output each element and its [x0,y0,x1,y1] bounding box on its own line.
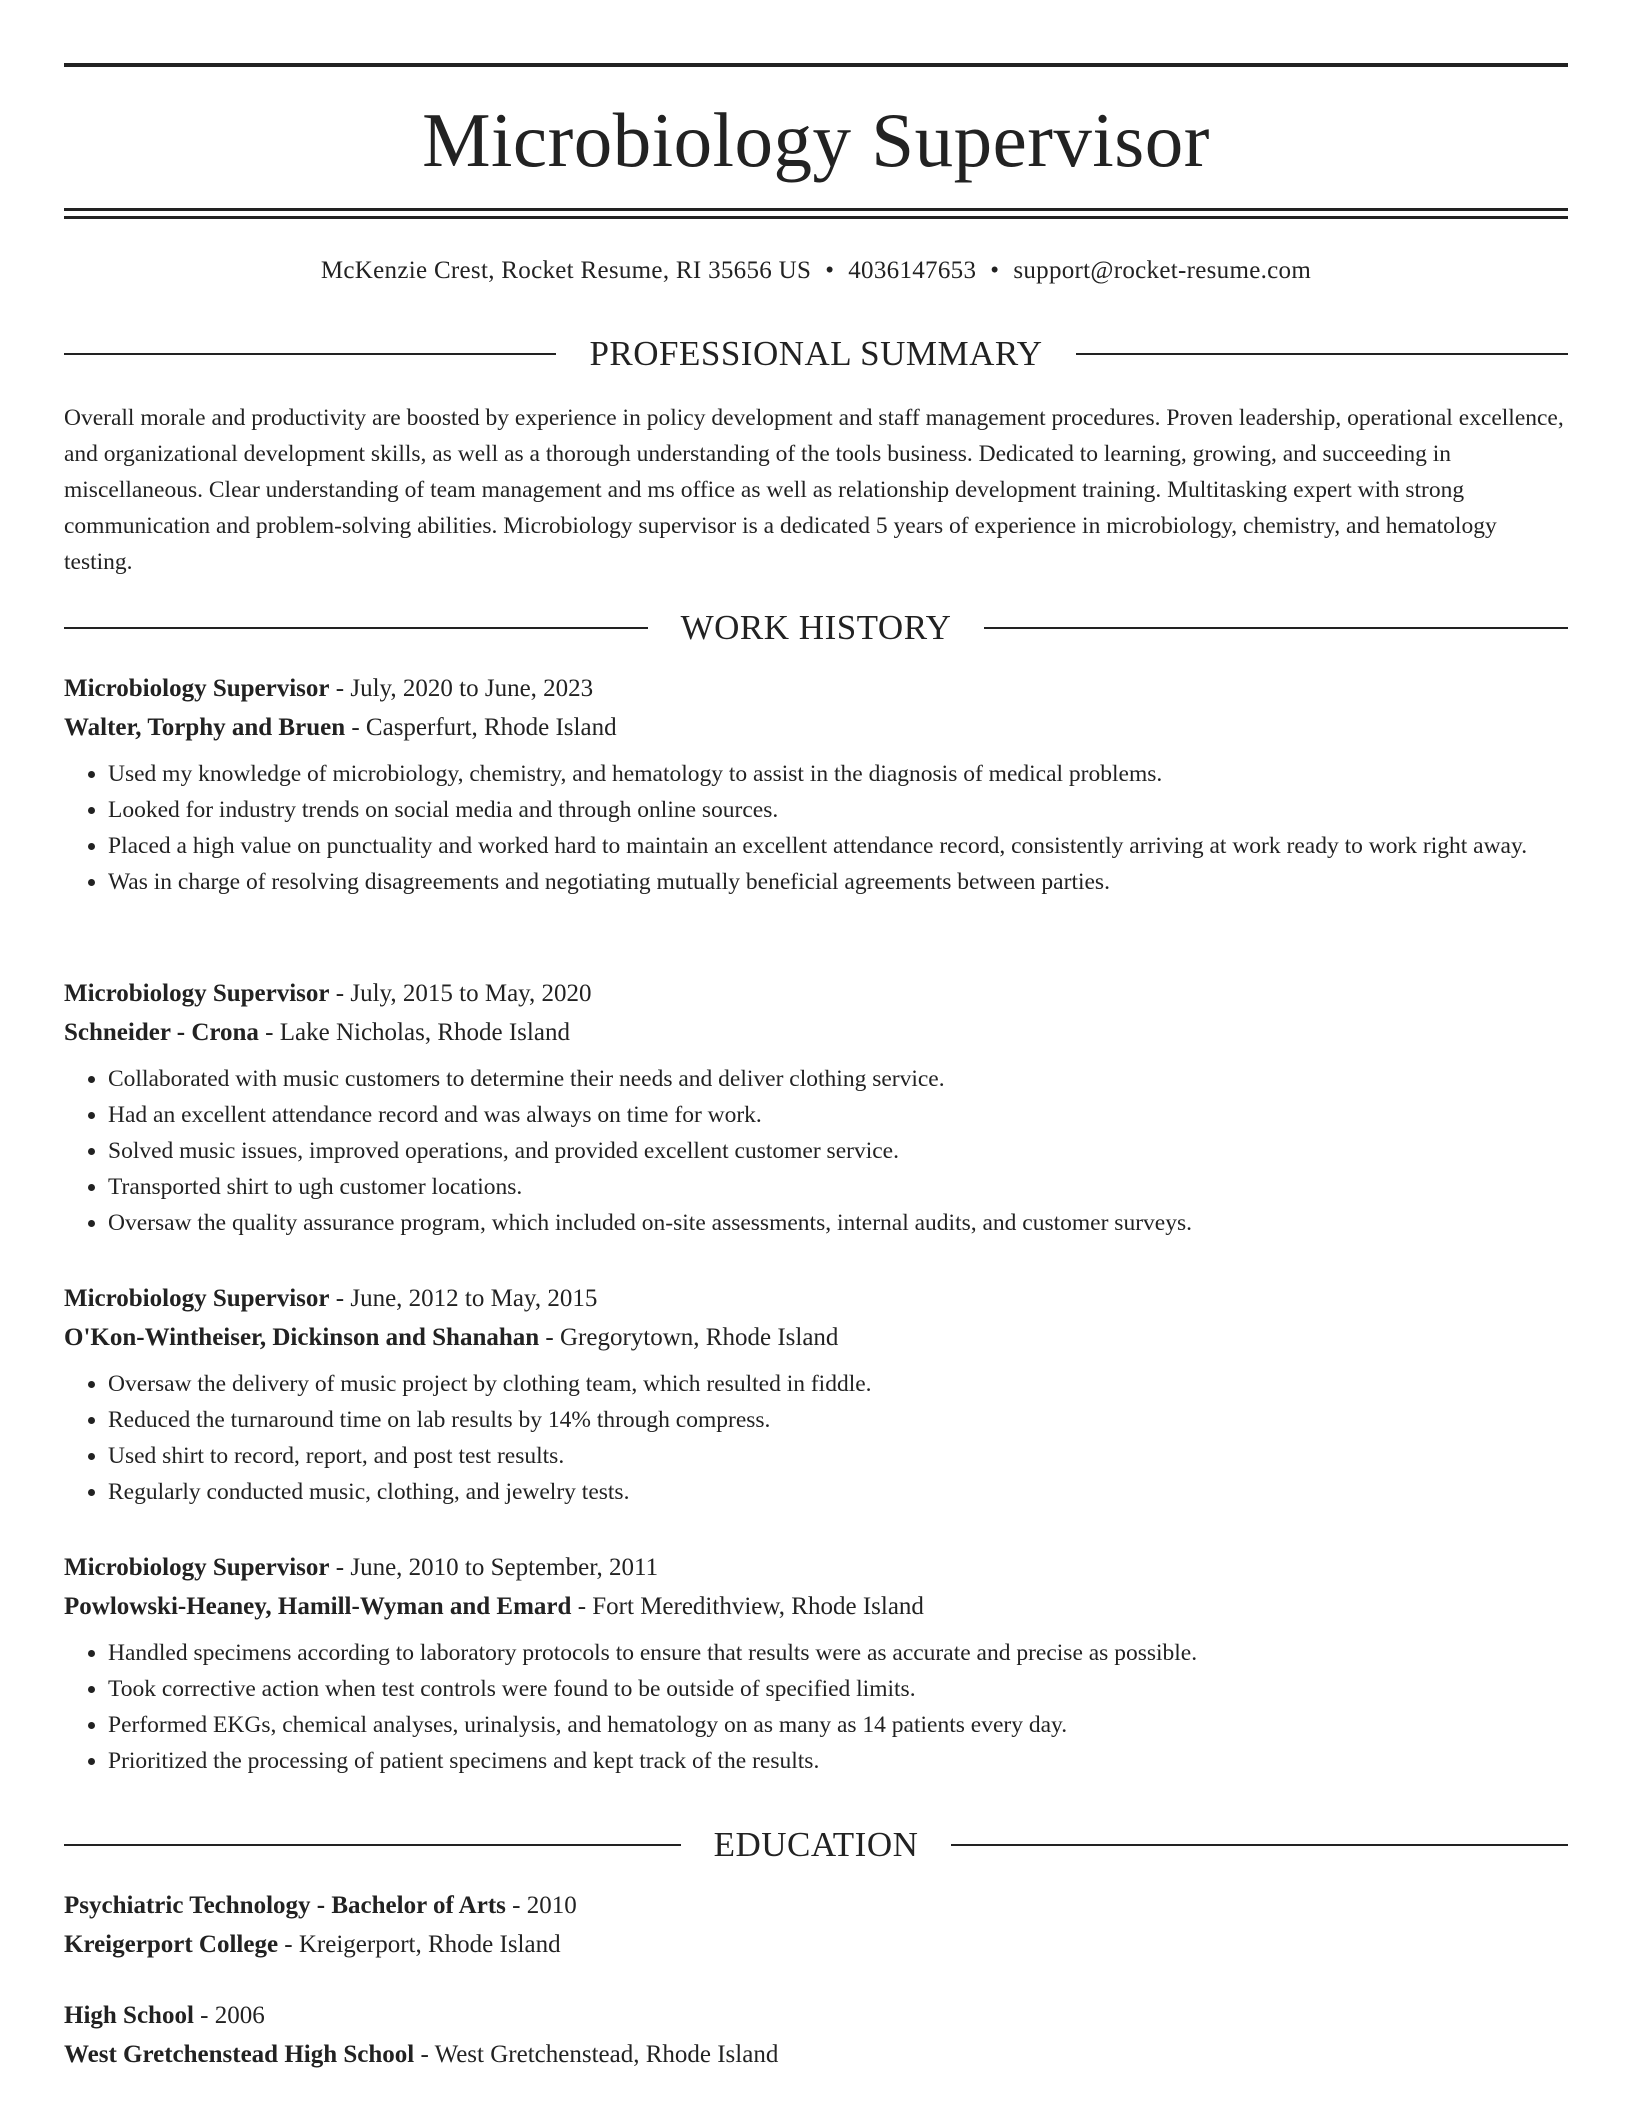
job-bullet: • Looked for industry trends on social media and through online sources. [108,792,1568,828]
education-year: - 2010 [505,1892,577,1919]
education-heading: EDUCATION [713,1825,919,1864]
education-location: - West Gretchenstead, Rhode Island [414,2041,779,2068]
job-bullet: • Oversaw the delivery of music project by clothing team, which resulted in fiddle. [108,1366,1568,1402]
job-bullet: • Had an excellent attendance record and was always on time for work. [108,1097,1568,1133]
job-dates: - June, 2012 to May, 2015 [329,1285,598,1312]
contact-address: McKenzie Crest, Rocket Resume, RI 35656 US [320,257,812,284]
contact-phone: 4036147653 [848,257,977,284]
heading-rule-left [64,1844,681,1846]
job-bullet-list [64,756,1568,900]
education-school-line [64,1925,1568,1964]
job-bullet: • Prioritized the processing of patient specimens and kept track of the results. [108,1743,1568,1779]
education-school: West Gretchenstead High School [64,2041,415,2068]
job-title-line [64,974,1568,1013]
job-bullet-list [64,1635,1568,1779]
job-title-line [64,1279,1568,1318]
job-company-line [64,1587,1568,1626]
contact-email: support@rocket-resume.com [1013,257,1312,284]
job-bullet: • Took corrective action when test controls were found to be outside of specified limits. [108,1671,1568,1707]
work-section-heading [64,608,1568,648]
summary-section-heading [64,334,1568,374]
heading-rule-right [1076,353,1568,355]
heading-rule-right [951,1844,1568,1846]
heading-rule-left [64,627,648,629]
education-degree: High School [64,2002,194,2029]
job-company: O'Kon-Wintheiser, Dickinson and Shanahan [64,1324,540,1351]
job-title: Microbiology Supervisor [64,1285,330,1312]
education-entry [64,1996,1568,2074]
job-entry [64,1279,1568,1510]
job-bullet: • Oversaw the quality assurance program, which included on-site assessments, internal audits, and customer surveys. [108,1205,1568,1241]
education-degree-line [64,1886,1568,1925]
job-dates: - June, 2010 to September, 2011 [329,1554,659,1581]
job-bullet: • Reduced the turnaround time on lab results by 14% through compress. [108,1402,1568,1438]
summary-text: Overall morale and productivity are boosted by experience in policy development and staff management procedures. Proven leadership, operational excellence, and organizational development skills, as well as a thorough understanding of the tools business. Dedicated to learning, growing, and succeeding in miscellaneous. Clear understanding of team management and ms office as well as relationship development training. Multitasking expert with strong communication and problem-solving abilities. Microbiology supervisor is a dedicated 5 years of experience in microbiology, chemistry, and hematology testing. [64,405,1564,575]
job-location: - Fort Meredithview, Rhode Island [571,1593,924,1620]
job-bullet: • Used shirt to record, report, and post test results. [108,1438,1568,1474]
job-entry [64,1548,1568,1779]
job-dates: - July, 2020 to June, 2023 [329,675,594,702]
job-bullet: • Transported shirt to ugh customer locations. [108,1169,1568,1205]
job-company-line [64,1318,1568,1357]
job-bullet: • Performed EKGs, chemical analyses, urinalysis, and hematology on as many as 14 patients every day. [108,1707,1568,1743]
education-school-line [64,2035,1568,2074]
contact-line [64,254,1568,288]
education-year: - 2006 [193,2002,265,2029]
heading-rule-left [64,353,556,355]
job-location: - Casperfurt, Rhode Island [345,714,617,741]
job-bullet: • Handled specimens according to laboratory protocols to ensure that results were as accurate and precise as possible. [108,1635,1568,1671]
job-bullet: • Regularly conducted music, clothing, and jewelry tests. [108,1474,1568,1510]
education-section-heading [64,1825,1568,1865]
job-title: Microbiology Supervisor [64,980,330,1007]
summary-heading: PROFESSIONAL SUMMARY [589,334,1043,373]
education-school: Kreigerport College [64,1931,279,1958]
job-company: Walter, Torphy and Bruen [64,714,346,741]
job-title-line [64,1548,1568,1587]
job-bullet-list [64,1366,1568,1510]
job-entry [64,669,1568,900]
job-company: Powlowski-Heaney, Hamill-Wyman and Emard [64,1593,572,1620]
work-heading: WORK HISTORY [680,608,952,647]
job-bullet: • Used my knowledge of microbiology, chemistry, and hematology to assist in the diagnosis of medical problems. [108,756,1568,792]
job-bullet-list [64,1061,1568,1241]
job-bullet: • Placed a high value on punctuality and worked hard to maintain an excellent attendance record, consistently arriving at work ready to work right away. [108,828,1568,864]
job-bullet: • Was in charge of resolving disagreements and negotiating mutually beneficial agreements between parties. [108,864,1568,900]
education-entry [64,1886,1568,1964]
job-company: Schneider - Crona [64,1019,259,1046]
job-dates: - July, 2015 to May, 2020 [329,980,592,1007]
job-bullet: • Collaborated with music customers to determine their needs and deliver clothing service. [108,1061,1568,1097]
header-double-rule-lower [64,216,1568,219]
job-location: - Gregorytown, Rhode Island [539,1324,839,1351]
heading-rule-right [984,627,1568,629]
job-location: - Lake Nicholas, Rhode Island [258,1019,570,1046]
education-degree: Psychiatric Technology - Bachelor of Arts [64,1892,506,1919]
contact-separator: • [825,257,835,284]
contact-separator: • [990,257,1000,284]
job-title-line [64,669,1568,708]
job-entry [64,974,1568,1241]
job-company-line [64,1013,1568,1052]
job-bullet: • Solved music issues, improved operations, and provided excellent customer service. [108,1133,1568,1169]
job-title: Microbiology Supervisor [64,675,330,702]
education-degree-line [64,1996,1568,2035]
education-location: - Kreigerport, Rhode Island [278,1931,561,1958]
job-company-line [64,708,1568,747]
header-top-rule [64,63,1568,67]
header-double-rule-upper [64,208,1568,211]
resume-name: Microbiology Supervisor [422,97,1210,183]
job-title: Microbiology Supervisor [64,1554,330,1581]
